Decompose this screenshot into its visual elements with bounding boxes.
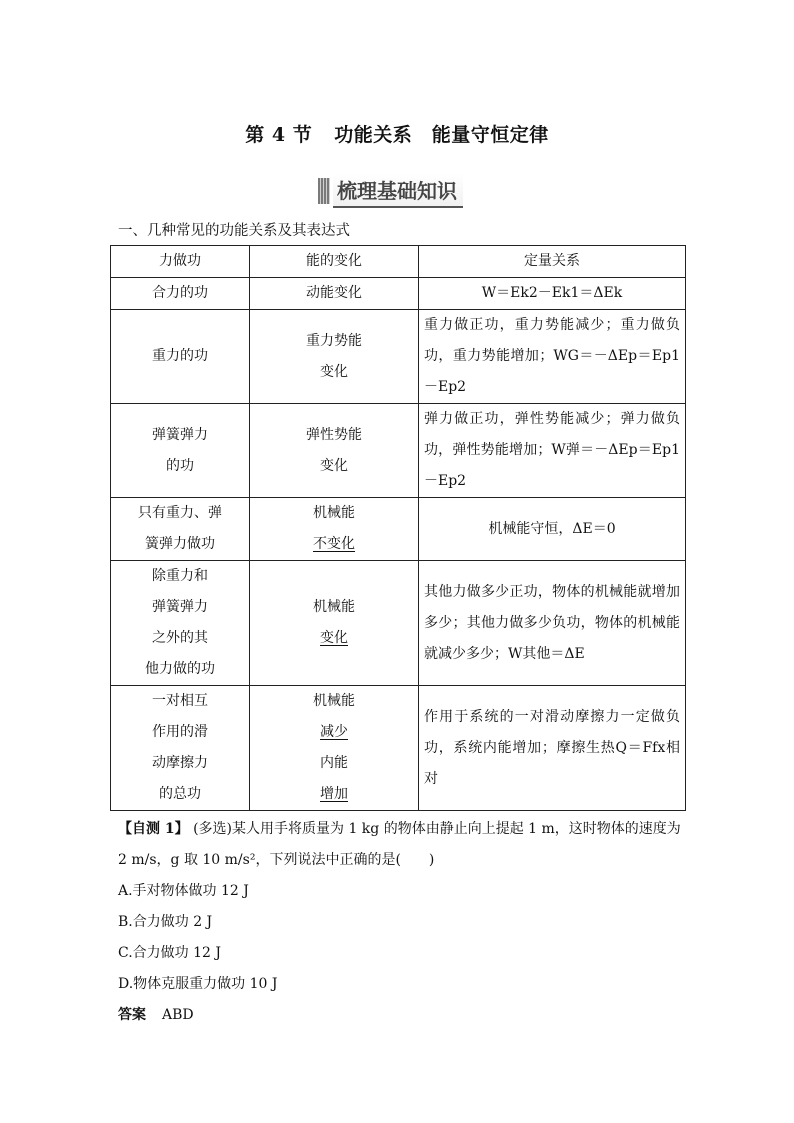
banner-text: 梳理基础知识 [333,174,463,208]
section-topic: 功能关系 能量守恒定律 [334,124,549,146]
force-cell [111,278,250,310]
force-cell [111,498,250,561]
force-line: 动摩擦力 [152,755,208,771]
change-cell [250,310,419,404]
table-row [111,686,686,811]
option-d: D.物体克服重力做功 10 J [118,976,278,992]
table-row [111,278,686,310]
change-line: 机械能 [313,505,355,521]
change-cell [250,498,419,561]
change-line: 重力势能 [306,332,362,349]
table-row [111,404,686,498]
relation-text: 重力做正功，重力势能减少；重力做负功，重力势能增加；WG＝－ΔEp＝Ep1－Ep2 [424,317,680,395]
force-line: 合力的功 [152,285,208,301]
header-change: 能的变化 [250,246,419,278]
relation-text: 弹力做正功，弹性势能减少；弹力做负功，弹性势能增加；W弹＝－ΔEp＝Ep1－Ep2 [424,411,680,489]
change-line: 机械能 [313,599,355,615]
change-line: 变化 [320,630,348,646]
force-line: 重力的功 [152,348,208,364]
change-line: 机械能 [313,693,355,709]
change-line: 变化 [320,457,348,474]
relation-cell [419,310,686,404]
force-line: 弹簧弹力 [152,599,208,615]
force-line: 作用的滑 [152,724,208,740]
change-cell [250,561,419,686]
question-stem-paragraph [118,814,688,876]
relation-cell [419,278,686,310]
change-cell [250,278,419,310]
relation-cell [419,686,686,811]
relation-text: 作用于系统的一对滑动摩擦力一定做负功，系统内能增加；摩擦生热Q＝Ffx相对 [424,708,680,787]
change-line: 变化 [320,363,348,380]
table-row [111,498,686,561]
relation-cell [419,404,686,498]
force-cell [111,310,250,404]
change-line: 动能变化 [306,285,362,301]
answer-value: ABD [162,1007,194,1023]
table-header-row [111,246,686,278]
option-a: A.手对物体做功 12 J [118,883,249,899]
change-line: 减少 [320,724,348,740]
force-line: 他力做的功 [145,661,215,677]
change-line: 增加 [320,786,348,802]
section-number: 第 4 节 [245,124,313,146]
option-b: B.合力做功 2 J [118,914,213,930]
force-line: 弹簧弹力 [152,426,208,443]
page-title [0,120,794,147]
header-relation: 定量关系 [419,246,686,278]
answer-label: 答案 [118,1007,146,1023]
question-label: 【自测 1】 [118,821,189,837]
section-heading: 一、几种常见的功能关系及其表达式 [118,223,350,239]
self-test-question [118,814,688,1031]
header-force: 力做功 [111,246,250,278]
function-energy-table [110,245,686,811]
force-line: 簧弹力做功 [145,536,215,552]
force-line: 的功 [166,457,194,474]
change-cell [250,686,419,811]
table-row [111,310,686,404]
banner-bar-icon [318,178,330,204]
change-line: 内能 [320,755,348,771]
relation-text: 机械能守恒，ΔE＝0 [488,520,616,537]
change-line: 弹性势能 [306,426,362,443]
force-line: 除重力和 [152,568,208,584]
relation-cell [419,561,686,686]
relation-text: 其他力做多少正功，物体的机械能就增加多少；其他力做多少负功，物体的机械能就减少多少；W其他＝ΔE [424,583,680,662]
force-line: 之外的其 [152,630,208,646]
option-c: C.合力做功 12 J [118,945,221,961]
force-line: 的总功 [159,786,201,802]
force-cell [111,404,250,498]
relation-cell [419,498,686,561]
force-line: 只有重力、弹 [138,505,222,521]
force-line: 一对相互 [152,693,208,709]
relation-text: W＝Ek2－Ek1＝ΔEk [481,285,623,301]
section-banner [318,176,463,206]
force-cell [111,561,250,686]
change-line: 不变化 [313,536,355,552]
force-cell [111,686,250,811]
answer-line [118,1000,688,1031]
question-stem: (多选)某人用手将质量为 1 kg 的物体由静止向上提起 1 m，这时物体的速度为 2 m/s，g 取 10 m/s²，下列说法中正确的是( ) [118,821,681,868]
change-cell [250,404,419,498]
table-row [111,561,686,686]
